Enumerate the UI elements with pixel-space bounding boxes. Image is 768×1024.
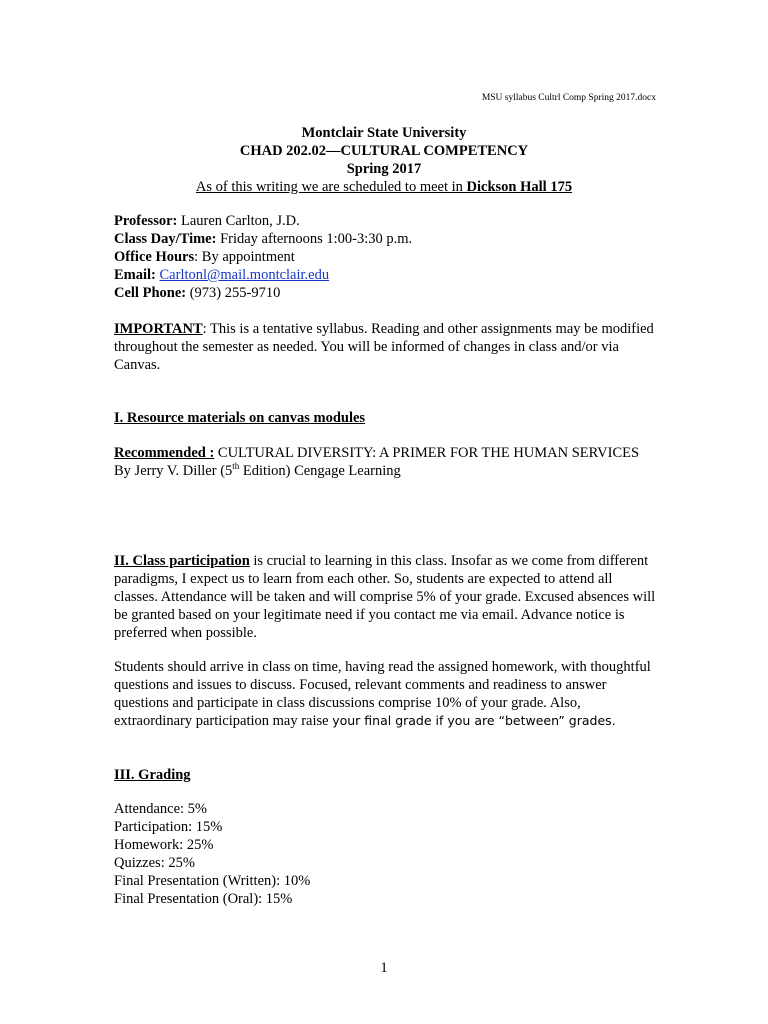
recommended-label: Recommended : — [114, 445, 215, 461]
important-paragraph — [114, 320, 659, 374]
participation-text1: is crucial to learning in this class. Insofar as we come from different paradigms, I expect us to learn from each other. So, students are expected to attend all classes. Attendance will be taken and will comprise 5% of your grade. Excused absences will be granted based on your legitimate need if you contact me via email. Advance notice is preferred when possible. — [114, 553, 656, 641]
professor-label: Professor: — [114, 213, 178, 229]
office-hours-value: : By appointment — [194, 249, 295, 265]
grading-item: Participation: 15% — [114, 819, 223, 835]
section2-heading: II. Class participation — [114, 553, 250, 569]
class-time-line — [114, 230, 659, 248]
email-label: Email: — [114, 267, 156, 283]
section-participation — [114, 552, 659, 642]
course-title: CHAD 202.02—CULTURAL COMPETENCY — [239, 143, 529, 159]
section3-heading: III. Grading — [114, 767, 191, 783]
phone-value: (973) 255-9710 — [186, 285, 281, 301]
participation-text2-tail: your final grade if you are “between” grades. — [332, 713, 616, 728]
section-grading — [114, 766, 659, 784]
office-hours-line — [114, 248, 659, 266]
grading-item: Final Presentation (Written): 10% — [114, 873, 311, 889]
participation-para1 — [114, 552, 659, 642]
section-resources — [114, 409, 659, 427]
location-room: Dickson Hall 175 — [466, 179, 573, 195]
section1-heading: I. Resource materials on canvas modules — [114, 410, 366, 426]
meeting-location — [114, 178, 654, 196]
participation-para2-block — [114, 658, 659, 730]
email-line — [114, 266, 659, 284]
class-time-label: Class Day/Time: — [114, 231, 217, 247]
book-edition-sup: th — [232, 461, 240, 472]
participation-text2: Students should arrive in class on time, having read the assigned homework, with thoughtful questions and issues to discuss. Focused, relevant comments and readiness to answer questions and participate in class discussions comprise 10% of your grade. Also, extraordinary participation may raise — [114, 659, 651, 729]
important-text: : This is a tentative syllabus. Reading and other assignments may be modified throughout the semester as needed. You will be informed of changes in class and/or via Canvas. — [114, 321, 654, 373]
participation-para2 — [114, 658, 659, 730]
location-prefix: As of this writing we are scheduled to meet in — [195, 179, 467, 195]
grading-item: Attendance: 5% — [114, 801, 208, 817]
email-link[interactable]: Carltonl@mail.montclair.edu — [159, 267, 330, 283]
recommended-line — [114, 444, 659, 462]
important-note — [114, 320, 659, 374]
office-hours-label: Office Hours — [114, 249, 195, 265]
book-suffix: Edition) Cengage Learning — [239, 463, 401, 479]
university-name: Montclair State University — [301, 125, 467, 141]
book-line — [114, 462, 659, 480]
recommended-text — [114, 444, 659, 480]
contact-info — [114, 212, 659, 302]
important-label: IMPORTANT — [114, 321, 203, 337]
term: Spring 2017 — [346, 161, 422, 177]
grading-item: Homework: 25% — [114, 837, 214, 853]
class-time-value: Friday afternoons 1:00-3:30 p.m. — [216, 231, 413, 247]
grading-item: Final Presentation (Oral): 15% — [114, 891, 293, 907]
professor-value: Lauren Carlton, J.D. — [177, 213, 300, 229]
book-prefix: By Jerry V. Diller (5 — [114, 463, 233, 479]
header-filename: MSU syllabus Cultrl Comp Spring 2017.docx — [481, 93, 656, 103]
grading-item: Quizzes: 25% — [114, 855, 195, 871]
grading-list — [114, 800, 659, 908]
phone-line — [114, 284, 659, 302]
recommended-title: CULTURAL DIVERSITY: A PRIMER FOR THE HUMAN SERVICES — [214, 445, 640, 461]
professor-line — [114, 212, 659, 230]
title-block — [114, 124, 654, 196]
page-number: 1 — [380, 960, 388, 976]
phone-label: Cell Phone: — [114, 285, 187, 301]
